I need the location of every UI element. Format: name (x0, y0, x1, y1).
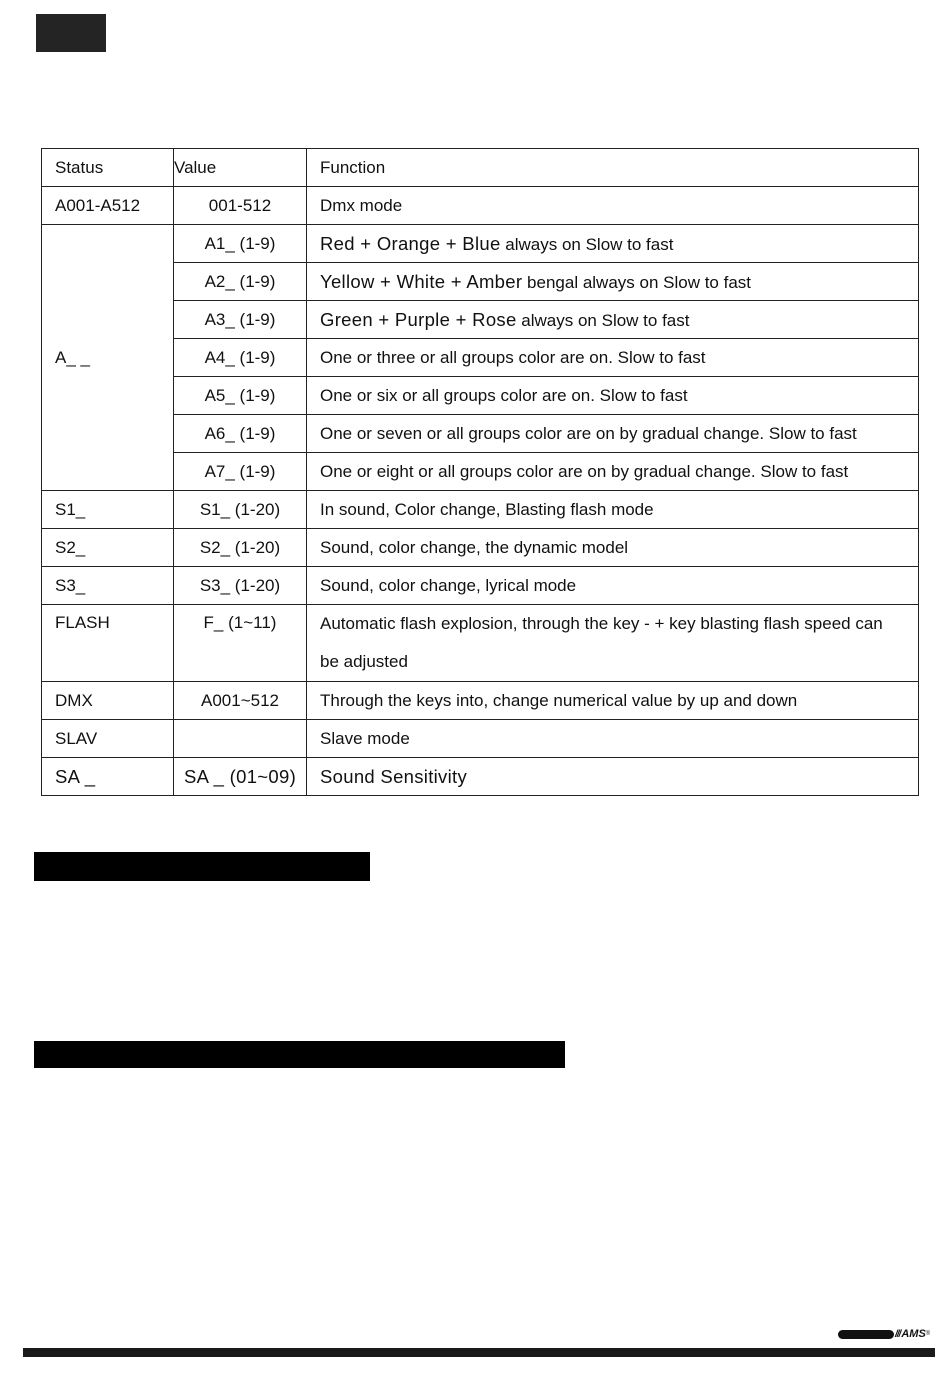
status-cell: DMX (42, 682, 174, 720)
brand-logo (838, 1326, 942, 1342)
footer-rule (23, 1348, 935, 1357)
function-cell: One or three or all groups color are on. Slow to fast (307, 339, 919, 377)
function-suffix: always on Slow to fast (500, 234, 674, 254)
logo-registered: ® (925, 1331, 931, 1337)
status-cell: S2_ (42, 529, 174, 567)
logo-text: AMS (901, 1328, 926, 1340)
value-cell: F_ (1~11) (174, 605, 307, 682)
function-cell: Sound, color change, lyrical mode (307, 567, 919, 605)
table-row (42, 301, 919, 339)
function-cell (307, 263, 919, 301)
section-heading-bar (34, 852, 370, 881)
table-row (42, 415, 919, 453)
table-row (42, 720, 919, 758)
value-cell: SA _ (01~09) (174, 758, 307, 796)
table-row (42, 529, 919, 567)
table-row (42, 339, 919, 377)
logo-pill-shape (838, 1330, 894, 1339)
value-cell: S3_ (1-20) (174, 567, 307, 605)
color-combo-text: Green + Purple + Rose (320, 308, 517, 330)
status-cell: A001-A512 (42, 187, 174, 225)
table-header-row (42, 149, 919, 187)
value-cell: 001-512 (174, 187, 307, 225)
header-status: Status (42, 149, 174, 187)
function-cell: Slave mode (307, 720, 919, 758)
value-cell: A4_ (1-9) (174, 339, 307, 377)
value-cell: A2_ (1-9) (174, 263, 307, 301)
color-combo-text: Red + Orange + Blue (320, 232, 501, 254)
table-row (42, 453, 919, 491)
function-cell: One or six or all groups color are on. Slow to fast (307, 377, 919, 415)
status-cell: SLAV (42, 720, 174, 758)
value-cell (174, 720, 307, 758)
status-cell: S1_ (42, 491, 174, 529)
table-row (42, 187, 919, 225)
function-suffix: bengal always on Slow to fast (522, 272, 752, 292)
table-row (42, 377, 919, 415)
section-heading-bar (34, 1041, 565, 1068)
function-cell (307, 225, 919, 263)
corner-section-tab (36, 14, 106, 52)
header-function: Function (307, 149, 919, 187)
color-combo-text: Yellow + White + Amber (320, 270, 523, 292)
function-table (41, 148, 919, 796)
function-cell: Sound, color change, the dynamic model (307, 529, 919, 567)
function-cell (307, 301, 919, 339)
value-cell: A7_ (1-9) (174, 453, 307, 491)
function-cell: One or seven or all groups color are on by gradual change. Slow to fast (307, 415, 919, 453)
function-cell: In sound, Color change, Blasting flash mode (307, 491, 919, 529)
function-cell: Through the keys into, change numerical value by up and down (307, 682, 919, 720)
value-cell: S1_ (1-20) (174, 491, 307, 529)
table-row (42, 605, 919, 682)
function-cell: Automatic flash explosion, through the key - + key blasting flash speed can be adjusted (307, 605, 919, 682)
value-cell: A001~512 (174, 682, 307, 720)
table-row (42, 682, 919, 720)
status-cell-a-group: A_ _ (42, 225, 174, 491)
table-row (42, 491, 919, 529)
value-cell: S2_ (1-20) (174, 529, 307, 567)
logo-slashes: /// (895, 1328, 901, 1340)
function-suffix: always on Slow to fast (516, 310, 690, 330)
function-cell: Dmx mode (307, 187, 919, 225)
status-cell: S3_ (42, 567, 174, 605)
table-row (42, 225, 919, 263)
value-cell: A1_ (1-9) (174, 225, 307, 263)
function-cell: Sound Sensitivity (307, 758, 919, 796)
table-row (42, 567, 919, 605)
function-cell: One or eight or all groups color are on by gradual change. Slow to fast (307, 453, 919, 491)
value-cell: A5_ (1-9) (174, 377, 307, 415)
value-cell: A6_ (1-9) (174, 415, 307, 453)
status-cell: SA _ (42, 758, 174, 796)
value-cell: A3_ (1-9) (174, 301, 307, 339)
status-cell: FLASH (42, 605, 174, 682)
header-value: Value (174, 149, 307, 187)
table-row (42, 263, 919, 301)
table-row (42, 758, 919, 796)
